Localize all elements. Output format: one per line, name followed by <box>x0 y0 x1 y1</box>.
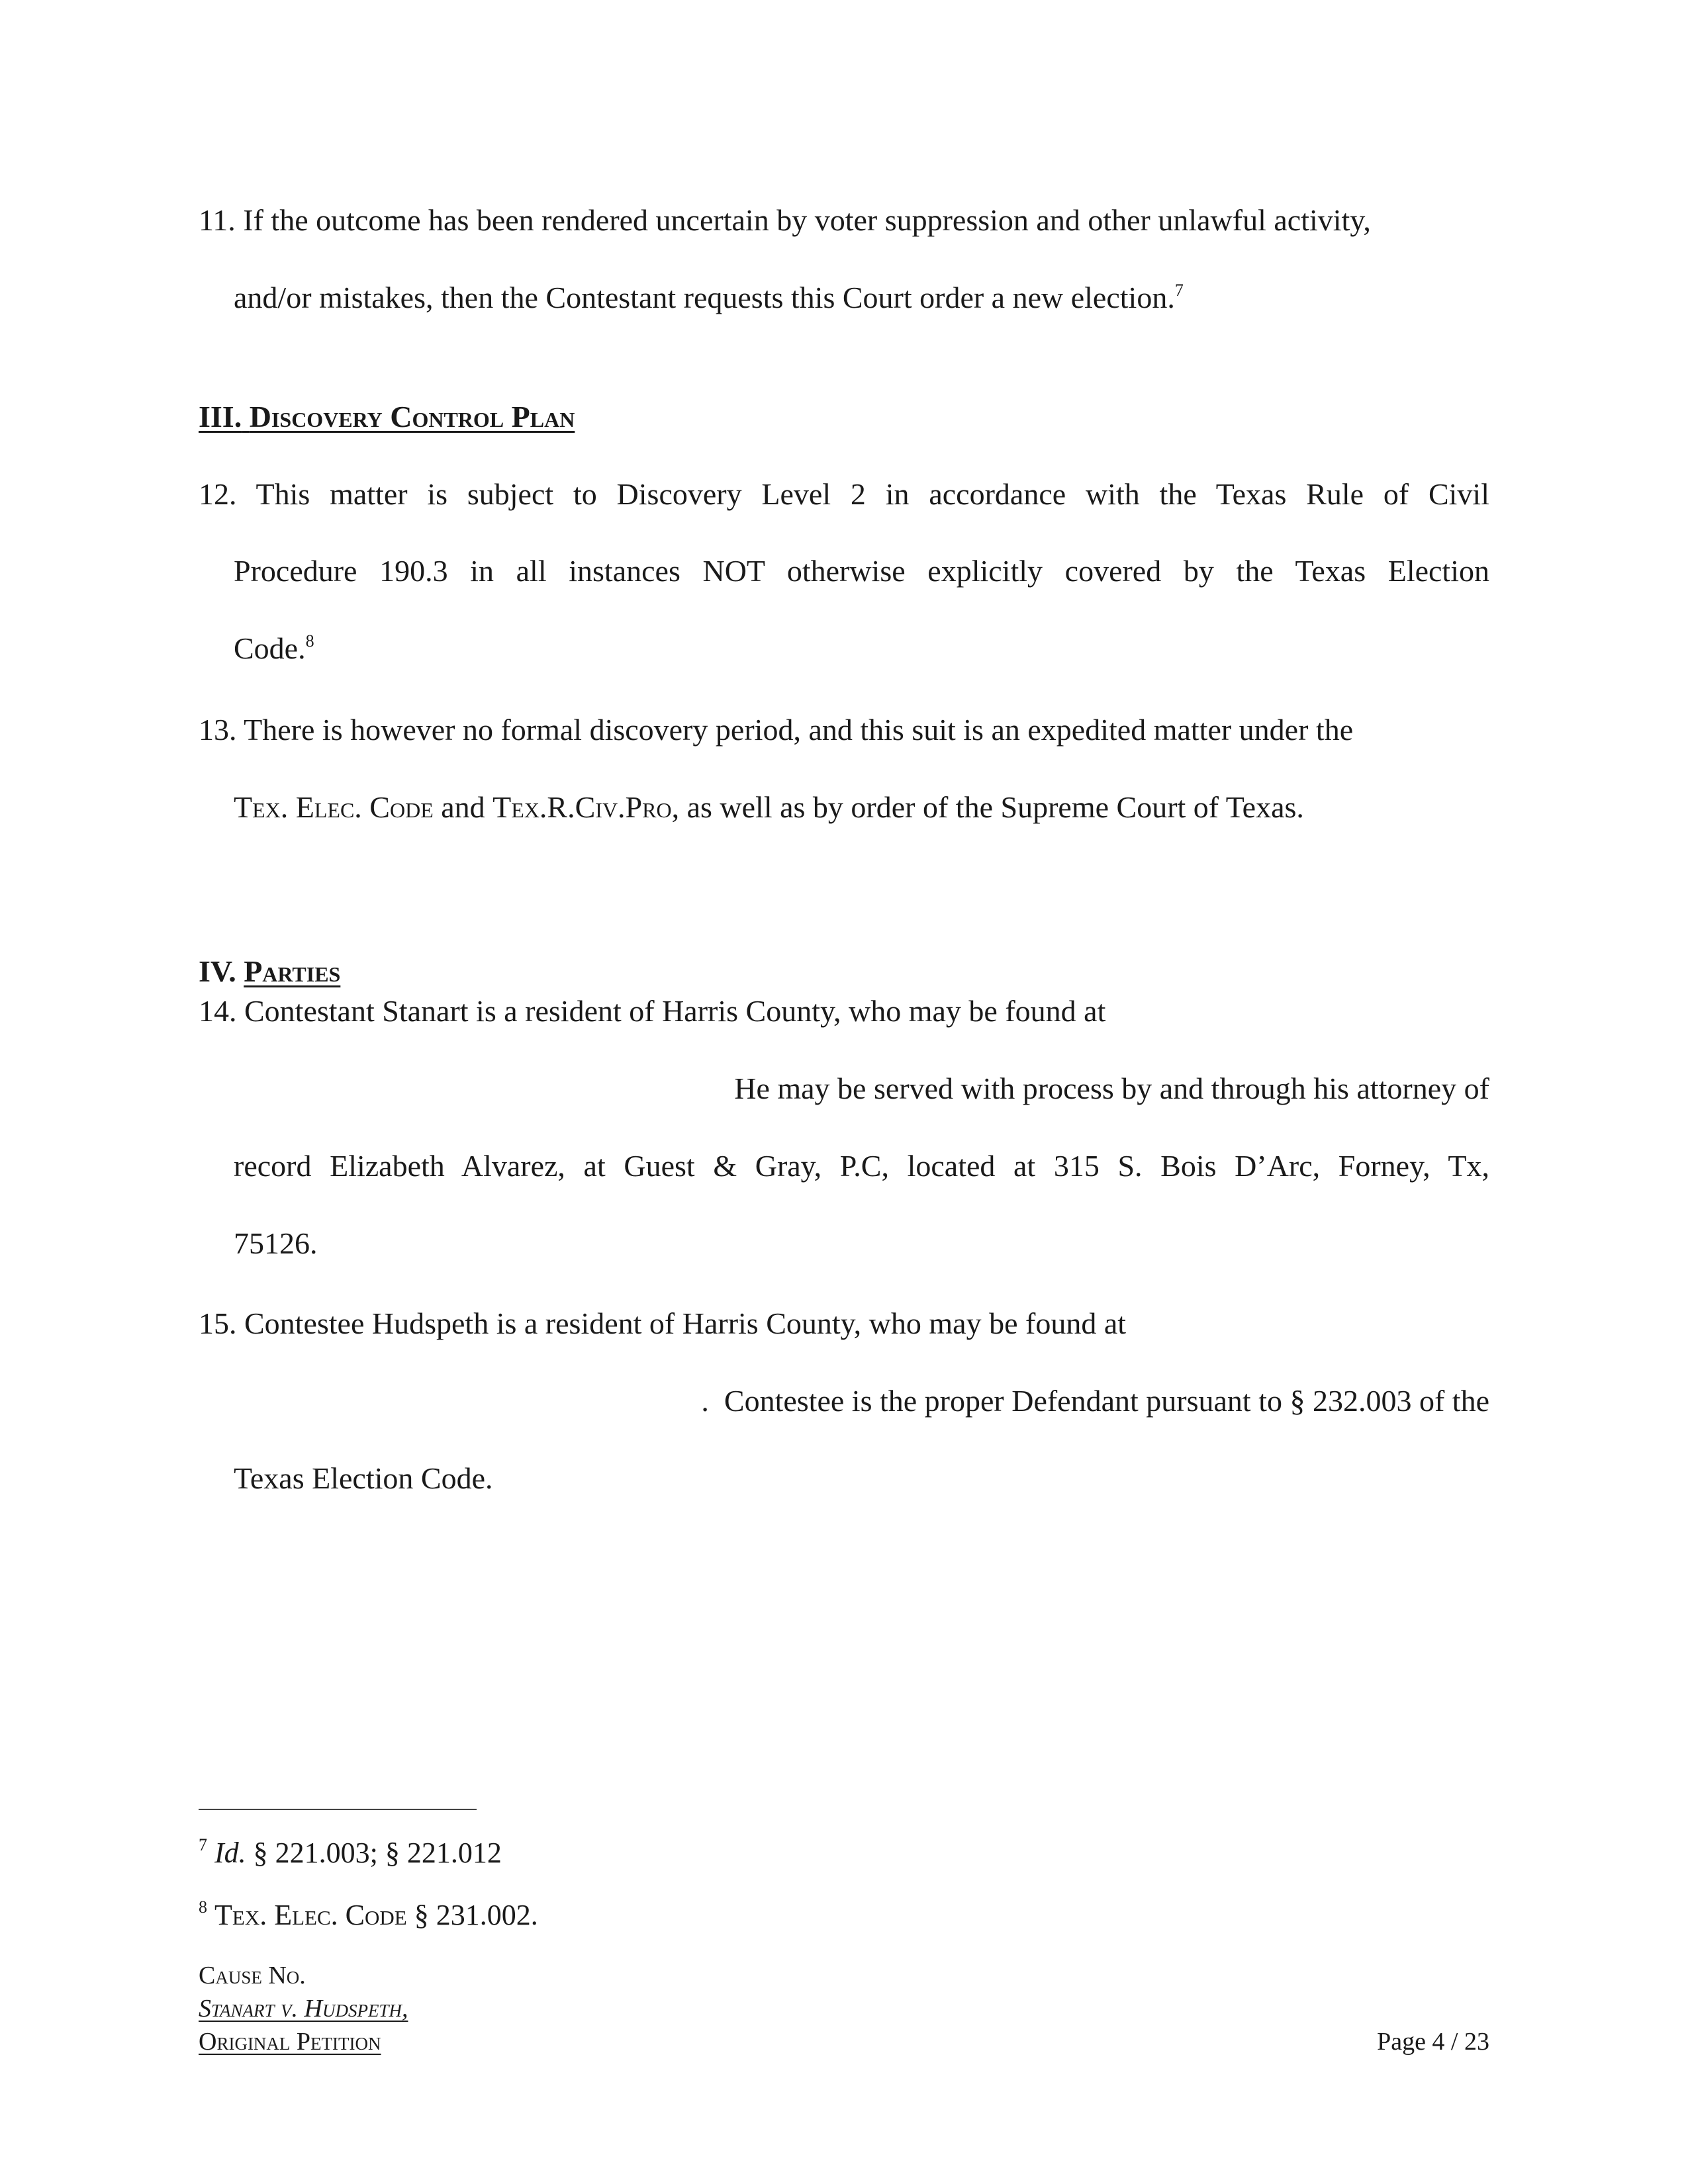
footnote-7-text: § 221.003; § 221.012 <box>246 1837 502 1869</box>
section-title-4: Parties <box>244 954 341 988</box>
para-13-line-2 <box>234 788 1304 827</box>
para-13-tail: , as well as by order of the Supreme Court of Texas. <box>671 790 1304 824</box>
para-13-line-1: 13. There is however no formal discovery period, and this suit is an expedited matter under the <box>199 713 1354 747</box>
para-15-line-3: Texas Election Code. <box>234 1461 493 1495</box>
section-number-3: III. <box>199 400 242 433</box>
footnote-ref-8: 8 <box>305 631 314 651</box>
para-13-and: and <box>433 790 493 824</box>
tex-elec-code-cite: Tex. Elec. Code <box>234 790 434 824</box>
para-14-line-2: He may be served with process by and through his attorney of <box>734 1071 1489 1105</box>
footnote-7-number: 7 <box>199 1835 207 1854</box>
para-11-text: and/or mistakes, then the Contestant requests this Court order a new election. <box>234 281 1175 314</box>
footer-page-number: Page 4 / 23 <box>1377 2028 1489 2056</box>
section-title-3 <box>242 400 575 433</box>
section-title-3-text: Discovery Control Plan <box>249 400 575 433</box>
para-14-line-1: 14. Contestant Stanart is a resident of Harris County, who may be found at <box>199 994 1106 1028</box>
footer-doc-title: Original Petition <box>199 2028 381 2056</box>
footnote-8-cite: Tex. Elec. Code <box>214 1899 407 1931</box>
para-15-line-2: . Contestee is the proper Defendant pursuant to § 232.003 of the <box>701 1384 1489 1418</box>
para-11-line-1: 11. If the outcome has been rendered uncertain by voter suppression and other unlawful activity, <box>199 203 1371 237</box>
footnote-7-id: Id. <box>214 1837 246 1869</box>
footnote-ref-7: 7 <box>1174 281 1184 300</box>
footer-cause-no: Cause No. <box>199 1962 306 1989</box>
para-14-line-4: 75126. <box>234 1226 318 1260</box>
para-15-line-1: 15. Contestee Hudspeth is a resident of Harris County, who may be found at <box>199 1306 1127 1340</box>
footnote-8-text: § 231.002. <box>406 1899 538 1931</box>
para-12-text: Code. <box>234 631 306 665</box>
footnote-separator <box>199 1809 477 1810</box>
footnote-8-number: 8 <box>199 1897 207 1917</box>
para-14-line-3: record Elizabeth Alvarez, at Guest & Gray, P.C, located at 315 S. Bois D’Arc, Forney, Tx, <box>234 1149 1489 1183</box>
para-12-line-3 <box>234 629 314 668</box>
section-heading-parties <box>199 952 340 991</box>
footnote-7 <box>199 1835 502 1872</box>
footer-case-name: Stanart v. Hudspeth, <box>199 1995 408 2023</box>
para-12-line-2: Procedure 190.3 in all instances NOT otherwise explicitly covered by the Texas Election <box>234 554 1489 588</box>
footnote-8 <box>199 1897 538 1934</box>
section-heading-discovery <box>199 397 575 437</box>
para-12-line-1: 12. This matter is subject to Discovery Level 2 in accordance with the Texas Rule of Civil <box>199 477 1489 511</box>
para-11-line-2 <box>234 278 1184 318</box>
tex-r-civ-pro-cite: Tex.R.Civ.Pro <box>492 790 672 824</box>
section-number-4: IV. <box>199 954 236 988</box>
